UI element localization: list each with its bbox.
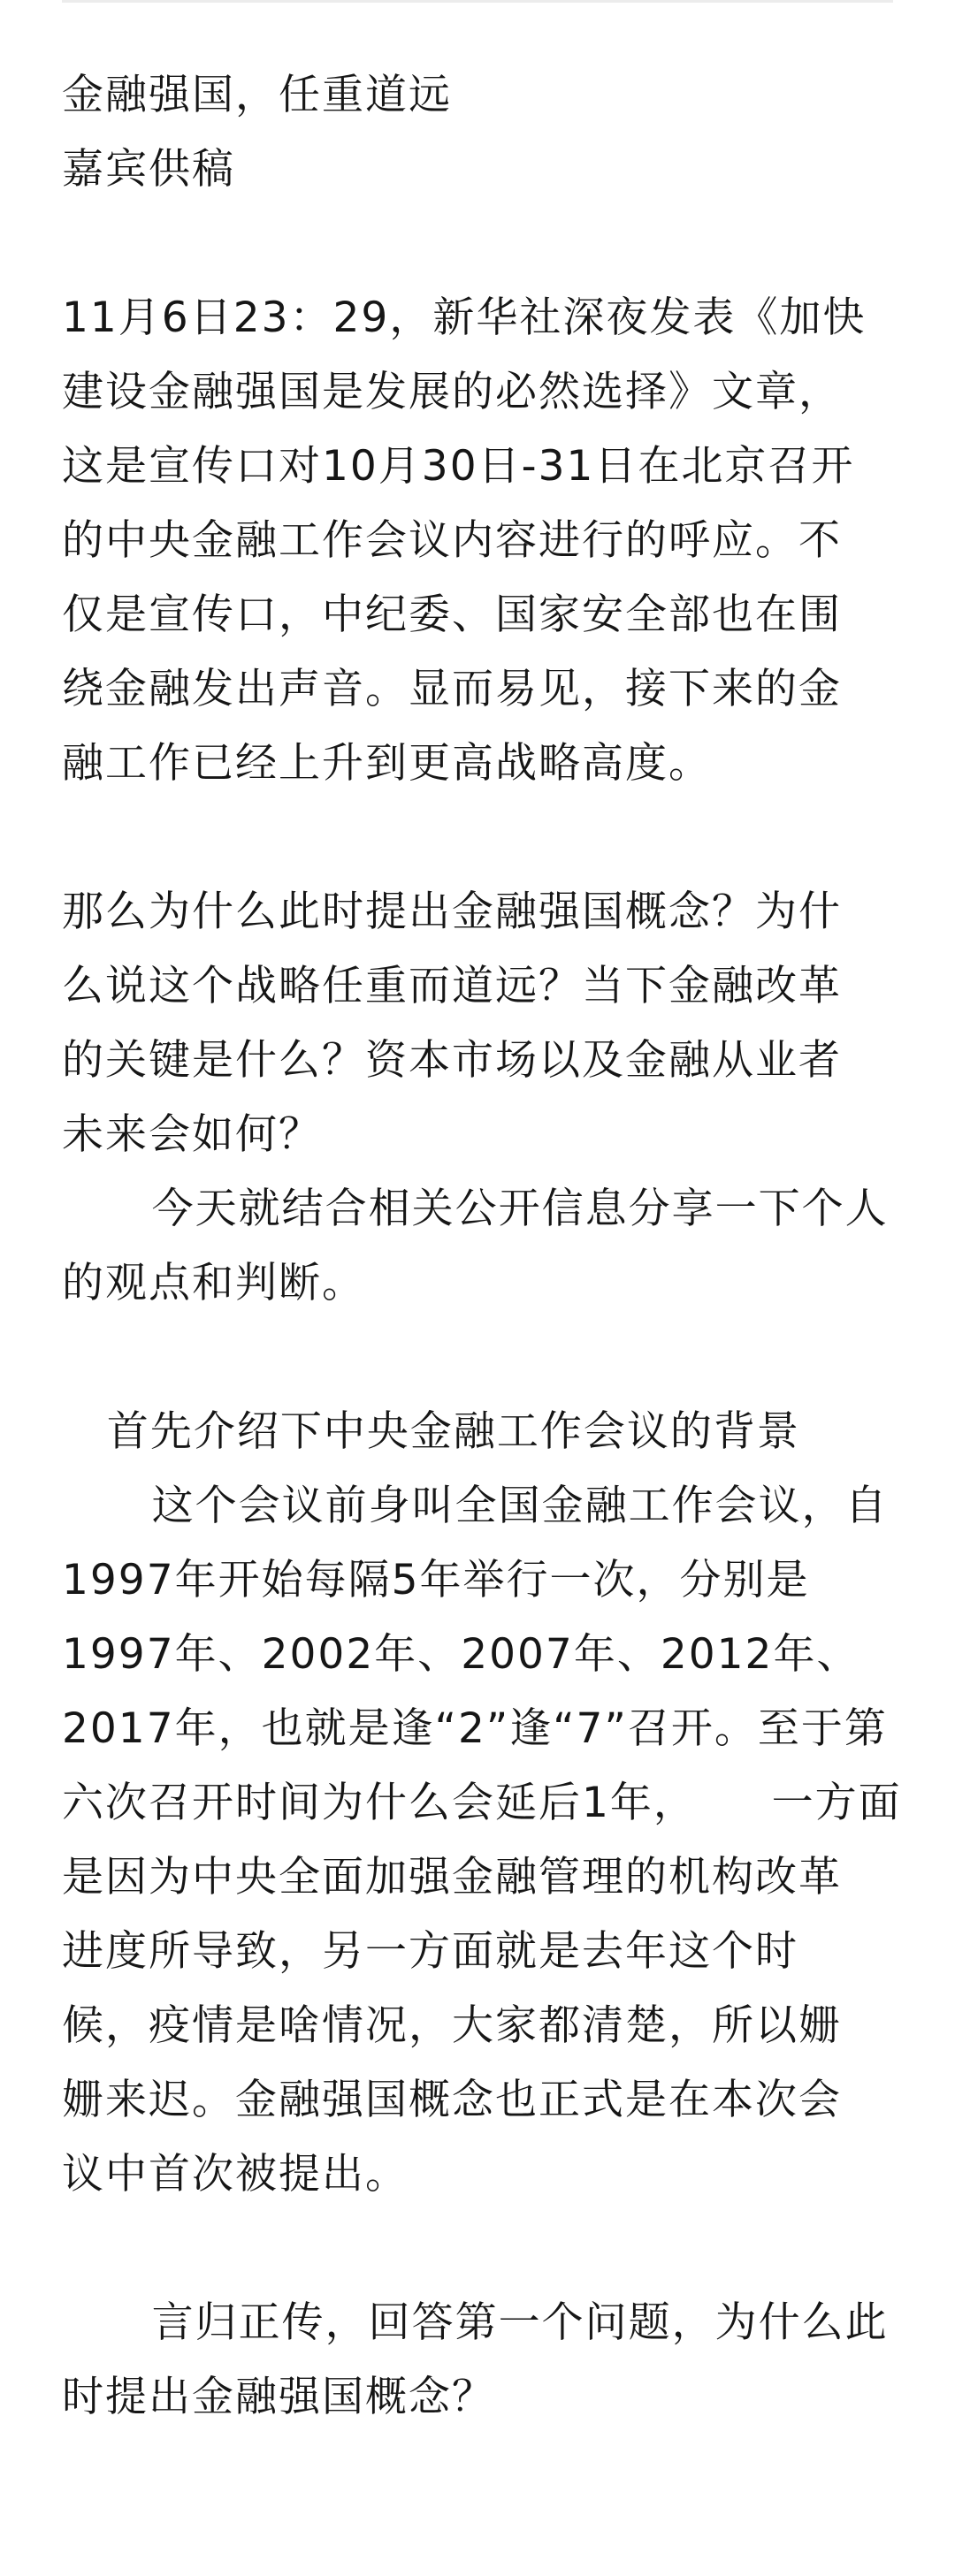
paragraph-line: 这个会议前身叫全国金融工作会议，自 <box>62 1482 889 1530</box>
paragraph-line: 六次召开时间为什么会延后1年， 一方面 <box>62 1779 902 1827</box>
paragraph-line: 融工作已经上升到更高战略高度。 <box>62 739 712 788</box>
top-divider <box>62 0 893 3</box>
article-byline: 嘉宾供稿 <box>62 145 235 194</box>
paragraph-spacer <box>62 2212 911 2286</box>
paragraph-line: 的中央金融工作会议内容进行的呼应。不 <box>62 516 842 565</box>
paragraph-line: 么说这个战略任重而道远？当下金融改革 <box>62 962 842 1010</box>
paragraph-4 <box>62 2286 911 2435</box>
paragraph-line: 1997年开始每隔5年举行一次，分别是 <box>62 1556 810 1604</box>
paragraph-line: 姗来迟。金融强国概念也正式是在本次会 <box>62 2076 842 2124</box>
paragraph-spacer <box>62 1321 911 1395</box>
paragraph-line: 时提出金融强国概念？ <box>62 2373 495 2421</box>
paragraph-line: 11月6日23：29，新华社深夜发表《加快 <box>62 293 867 342</box>
article-title: 金融强国，任重道远 <box>62 71 452 119</box>
paragraph-line: 建设金融强国是发展的必然选择》文章， <box>62 368 842 416</box>
paragraph-line: 的观点和判断。 <box>62 1259 365 1307</box>
paragraph-spacer <box>62 801 911 875</box>
paragraph-line: 那么为什么此时提出金融强国概念？为什 <box>62 888 842 936</box>
paragraph-line: 今天就结合相关公开信息分享一下个人 <box>62 1185 889 1233</box>
paragraph-line: 绕金融发出声音。显而易见，接下来的金 <box>62 665 842 713</box>
paragraph-line: 仅是宣传口，中纪委、国家安全部也在围 <box>62 591 842 639</box>
paragraph-line: 2017年，也就是逢“2”逢“7”召开。至于第 <box>62 1704 888 1753</box>
article-body <box>62 58 911 2435</box>
paragraph-line: 进度所导致，另一方面就是去年这个时 <box>62 1927 798 1976</box>
paragraph-line: 议中首次被提出。 <box>62 2150 409 2199</box>
paragraph-line: 这是宣传口对10月30日-31日在北京召开 <box>62 442 855 491</box>
paragraph-1 <box>62 281 911 801</box>
paragraph-line: 未来会如何？ <box>62 1110 322 1159</box>
section-heading: 首先介绍下中央金融工作会议的背景 <box>62 1407 800 1456</box>
paragraph-3 <box>62 1395 911 2212</box>
paragraph-line: 的关键是什么？资本市场以及金融从业者 <box>62 1036 842 1085</box>
paragraph-line: 是因为中央全面加强金融管理的机构改革 <box>62 1853 842 1902</box>
paragraph-spacer <box>62 207 911 281</box>
paragraph-2 <box>62 875 911 1321</box>
paragraph-line: 言归正传，回答第一个问题，为什么此 <box>62 2298 889 2347</box>
paragraph-line: 候，疫情是啥情况，大家都清楚，所以姗 <box>62 2001 842 2050</box>
paragraph-line: 1997年、2002年、2007年、2012年、 <box>62 1630 860 1679</box>
